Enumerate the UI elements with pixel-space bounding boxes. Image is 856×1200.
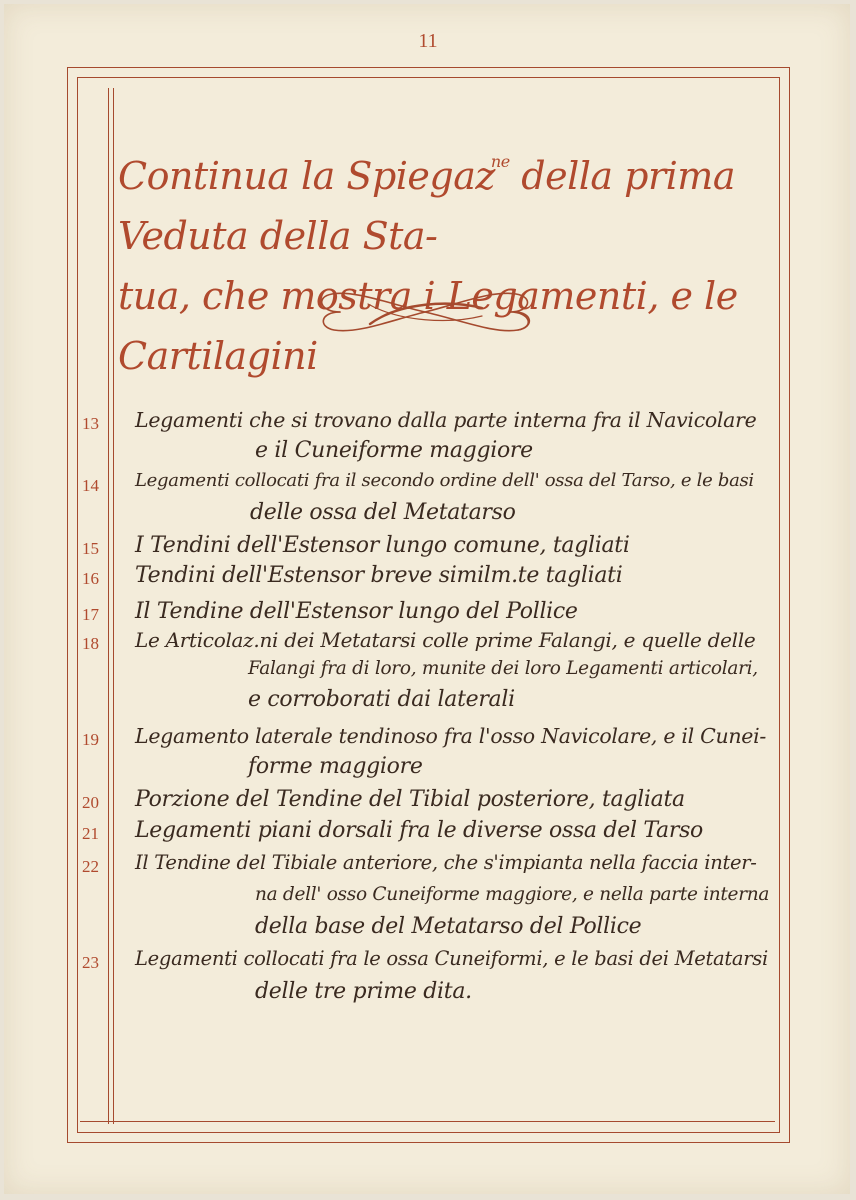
entry-number: 19 bbox=[82, 730, 99, 749]
entry-number: 23 bbox=[82, 953, 99, 972]
entry-text-line: Le Articolaz.ni dei Metatarsi colle prime Falangi, e quelle delle bbox=[135, 628, 756, 652]
title-superscript: ne bbox=[490, 152, 510, 171]
title-line-2: tua, che mostra i Legamenti, e le Cartilagini bbox=[118, 274, 738, 378]
page-title bbox=[118, 132, 778, 386]
entry-number: 14 bbox=[82, 476, 99, 495]
entry-text-line: della base del Metatarso del Pollice bbox=[255, 914, 642, 939]
page-number: 11 bbox=[418, 30, 438, 52]
entry-text-line: e il Cuneiforme maggiore bbox=[255, 438, 533, 463]
entry-text-line: na dell' osso Cuneiforme maggiore, e nella parte interna bbox=[255, 884, 770, 905]
entry-text-line: Legamenti che si trovano dalla parte interna fra il Navicolare bbox=[135, 408, 757, 432]
entry-number: 18 bbox=[82, 634, 99, 653]
entry-text-line: delle tre prime dita. bbox=[255, 979, 472, 1004]
entry-number: 21 bbox=[82, 824, 99, 843]
title-part-1: Continua la Spiegaz bbox=[118, 154, 495, 198]
entry-text-line: I Tendini dell'Estensor lungo comune, tagliati bbox=[135, 533, 630, 558]
entry-text-line: Legamenti collocati fra le ossa Cuneiformi, e le basi dei Metatarsi bbox=[135, 947, 768, 970]
entry-text-line: Il Tendine dell'Estensor lungo del Pollice bbox=[135, 599, 578, 624]
entry-text-line: forme maggiore bbox=[248, 754, 423, 779]
bottom-rule bbox=[80, 1121, 775, 1122]
entry-number: 17 bbox=[82, 605, 99, 624]
entry-number: 22 bbox=[82, 857, 99, 876]
entry-text-line: Legamento laterale tendinoso fra l'osso Navicolare, e il Cunei- bbox=[135, 724, 767, 748]
entry-text-line: delle ossa del Metatarso bbox=[250, 500, 516, 525]
entry-text-line: Legamenti piani dorsali fra le diverse ossa del Tarso bbox=[135, 818, 704, 843]
entry-number: 15 bbox=[82, 539, 99, 558]
entry-text-line: Il Tendine del Tibiale anteriore, che s'impianta nella faccia inter- bbox=[135, 851, 757, 874]
entry-number: 20 bbox=[82, 793, 99, 812]
entry-text-line: Falangi fra di loro, munite dei loro Legamenti articolari, bbox=[248, 658, 758, 679]
entry-text-line: Tendini dell'Estensor breve similm.te tagliati bbox=[135, 563, 623, 588]
title-part-2: della prima Veduta della Sta- bbox=[118, 154, 735, 258]
entry-number: 13 bbox=[82, 414, 99, 433]
entry-number: 16 bbox=[82, 569, 99, 588]
flourish-ornament-icon bbox=[310, 282, 540, 342]
entry-text-line: Legamenti collocati fra il secondo ordine dell' ossa del Tarso, e le basi bbox=[135, 470, 754, 491]
entry-text-line: e corroborati dai laterali bbox=[248, 687, 515, 712]
entry-text-line: Porzione del Tendine del Tibial posteriore, tagliata bbox=[135, 787, 685, 812]
